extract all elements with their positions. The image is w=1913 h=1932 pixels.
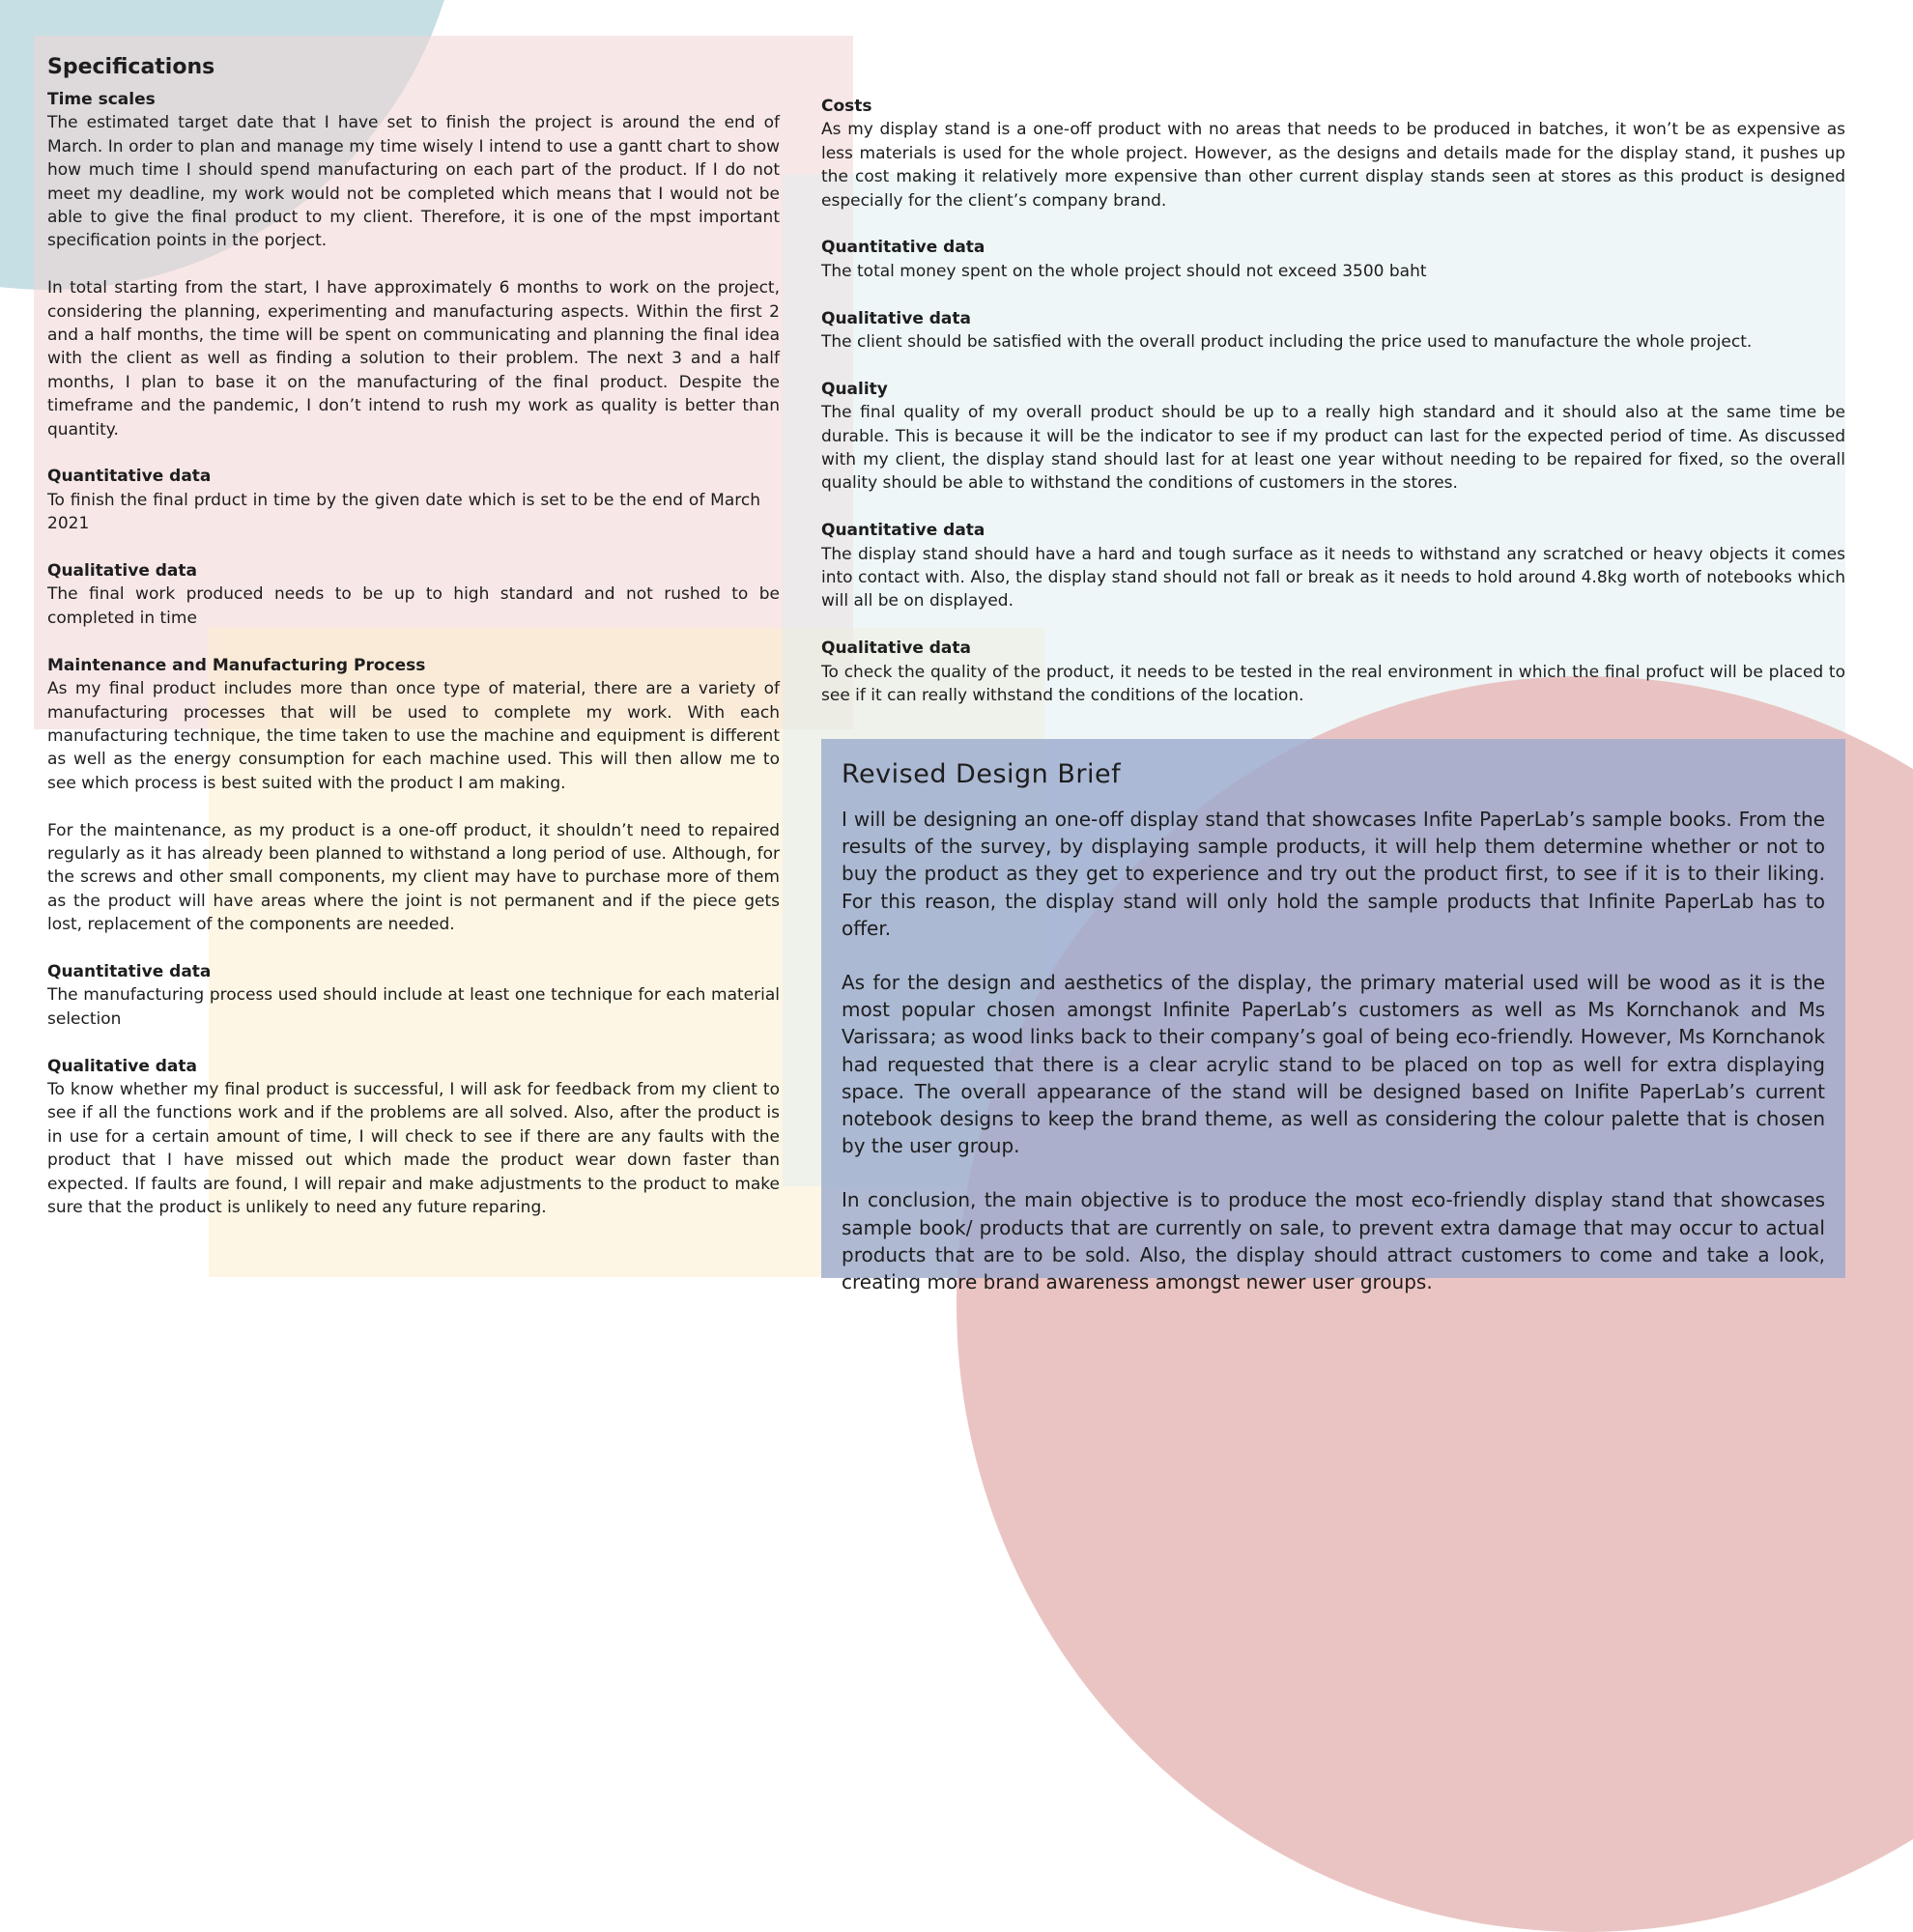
quality-quantitative-text: The display stand should have a hard and tough surface as it needs to withstand any scratched or heavy objects it comes into contact with. Also, the display stand should not fall or break as it needs to hold around 4.8kg worth of notebooks which will all be on displayed. — [821, 544, 1845, 611]
maintenance-qualitative-heading: Qualitative data — [47, 1056, 198, 1076]
page-title: Specifications — [47, 55, 215, 79]
design-brief-title: Revised Design Brief — [842, 759, 1122, 789]
design-brief-paragraph-3: In conclusion, the main objective is to produce the most eco-friendly display stand that showcases sample book/ products that are currently on sale, to prevent extra damage that may occur to actual products that are to be sold. Also, the display should attract customers to come and take a look, creating more brand awareness amongst newer user groups. — [842, 1188, 1825, 1294]
quality-qualitative-text: To check the quality of the product, it needs to be tested in the real environment in which the final profuct will be placed to see if it can really withstand the conditions of the location. — [821, 662, 1845, 706]
design-brief — [842, 755, 1825, 1295]
maintenance-qualitative-text: To know whether my final product is successful, I will ask for feedback from my client to see if all the functions work and if the problems are all solved. Also, after the product is in use for a certain amount of time, I will check to see if there are any faults with the product that I have missed out which made the product wear down faster than expected. If faults are found, I will repair and make adjustments to the product to make sure that the product is unlikely to need any future reparing. — [47, 1079, 780, 1217]
time-scales-quantitative-heading: Quantitative data — [47, 467, 212, 487]
time-scales-paragraph-1: The estimated target date that I have set to finish the project is around the end of March. In order to plan and manage my time wisely I intend to use a gantt chart to show how much time I should spend manufacturing on each part of the product. If I do not meet my deadline, my work would not be completed which means that I would not be able to give the final product to my client. Therefore, it is one of the mpst important specification points in the porject. — [47, 113, 780, 251]
quality-heading: Quality — [821, 379, 888, 399]
quality-text: The final quality of my overall product should be up to a really high standard and it should also at the same time be durable. This is because it will be the indicator to see if my product can last for the expected period of time. As discussed with my client, the display stand should last for at least one year without needing to be repaired for fixed, so the overall quality should be able to withstand the conditions of customers in the stores. — [821, 403, 1845, 494]
maintenance-heading: Maintenance and Manufacturing Process — [47, 655, 426, 675]
costs-text: As my display stand is a one-off product with no areas that needs to be produced in batches, it won’t be as expensive as less materials is used for the whole project. However, as the designs and details made for the display stand, it pushes up the cost making it relatively more expensive than other current display stands seen at stores as this product is designed especially for the client’s company brand. — [821, 120, 1845, 211]
time-scales-paragraph-2: In total starting from the start, I have approximately 6 months to work on the project, considering the planning, experimenting and manufacturing aspects. Within the first 2 and a half months, the time will be spent on communicating and planning the final idea with the client as well as finding a solution to their problem. The next 3 and a half months, I plan to base it on the manufacturing of the final product. Despite the timeframe and the pandemic, I don’t intend to rush my work as quality is better than quantity. — [47, 278, 780, 440]
costs-quantitative-text: The total money spent on the whole project should not exceed 3500 baht — [821, 261, 1427, 281]
maintenance-paragraph-1: As my final product includes more than once type of material, there are a variety of manufacturing processes that will be used to complete my work. With each manufacturing technique, the time taken to use the machine and equipment is different as well as the energy consumption for each machine used. This will then allow me to see which process is best suited with the product I am making. — [47, 679, 780, 793]
design-brief-paragraph-1: I will be designing an one-off display stand that showcases Infite PaperLab’s sample books. From the results of the survey, by displaying sample products, it will help them determine whether or not to buy the product as they get to experience and try out the product first, to see if it is to their liking. For this reason, the display stand will only hold the sample products that Infinite PaperLab has to offer. — [842, 808, 1825, 940]
time-scales-qualitative-text: The final work produced needs to be up to high standard and not rushed to be completed in time — [47, 584, 780, 628]
design-brief-paragraph-2: As for the design and aesthetics of the display, the primary material used will be wood as it is the most popular chosen amongst Infinite PaperLab’s customers as well as Ms Kornchanok and Ms Varissara; as wood links back to their company’s goal of being eco-friendly. However, Ms Kornchanok had requested that there is a clear acrylic stand to be placed on top as well for extra displaying space. The overall appearance of the stand will be designed based on Inifite PaperLab’s current notebook designs to keep the brand theme, as well as considering the colour palette that is chosen by the user group. — [842, 971, 1825, 1158]
time-scales-quantitative-text: To finish the final prduct in time by the given date which is set to be the end of March 2021 — [47, 490, 760, 534]
costs-qualitative-heading: Qualitative data — [821, 308, 972, 328]
quality-qualitative-heading: Qualitative data — [821, 639, 972, 659]
maintenance-quantitative-heading: Quantitative data — [47, 961, 212, 981]
costs-quantitative-heading: Quantitative data — [821, 238, 985, 258]
left-column — [47, 53, 780, 1219]
maintenance-paragraph-2: For the maintenance, as my product is a one-off product, it shouldn’t need to repaired regularly as it has already been planned to withstand a long period of use. Although, for the screws and other small components, my client may have to purchase more of them as the product will have areas where the joint is not permanent and if the piece gets lost, replacement of the components are needed. — [47, 820, 780, 935]
right-column — [821, 95, 1845, 707]
time-scales-heading: Time scales — [47, 90, 156, 109]
costs-heading: Costs — [821, 97, 872, 116]
quality-quantitative-heading: Quantitative data — [821, 521, 985, 541]
maintenance-quantitative-text: The manufacturing process used should include at least one technique for each material selection — [47, 985, 780, 1029]
time-scales-qualitative-heading: Qualitative data — [47, 561, 198, 582]
costs-qualitative-text: The client should be satisfied with the overall product including the price used to manufacture the whole project. — [821, 332, 1753, 353]
